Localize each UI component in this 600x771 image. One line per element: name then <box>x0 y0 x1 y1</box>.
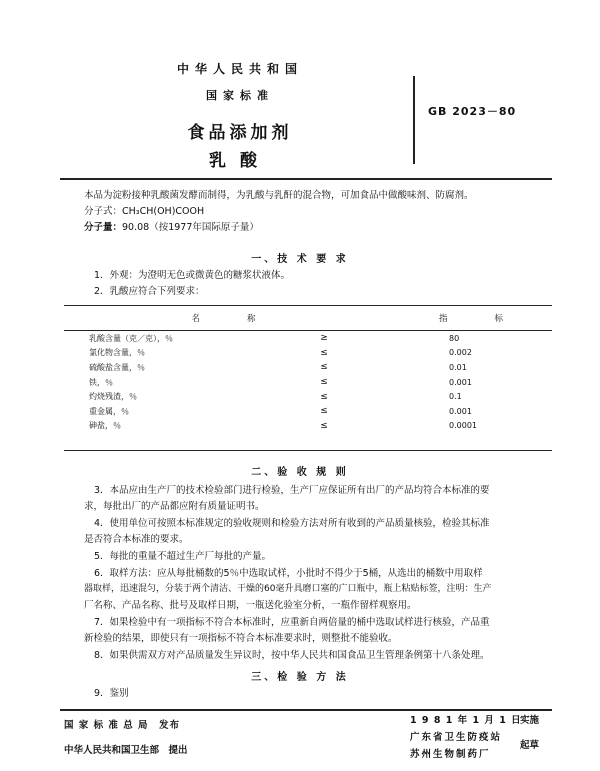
formula: CH₃CH(OH)COOH <box>122 206 205 217</box>
national-standard-label: 国家标准 <box>206 89 274 102</box>
clause-6-line-1: 6．取样方法：应从每批桶数的5％中选取试样，小批时不得少于5桶，从选出的桶数中用取样 <box>94 568 483 579</box>
clause-4-line-2: 是否符合本标准的要求。 <box>84 534 189 545</box>
drafter-2: 苏州生物制药厂 <box>410 749 491 760</box>
spec-operator: ≤ <box>320 406 328 417</box>
clause-8: 8．如果供需双方对产品质量发生异议时，按中华人民共和国食品卫生管理条例第十八条处理。 <box>94 650 490 661</box>
table-bottom-rule <box>64 450 552 451</box>
spec-name: 重金属，％ <box>89 406 129 416</box>
spec-operator: ≤ <box>320 420 328 431</box>
spec-operator: ≤ <box>320 347 328 358</box>
clause-5: 5．每批的重量不超过生产厂每批的产量。 <box>94 551 272 562</box>
header-name: 名 称 <box>64 306 354 331</box>
table-row <box>64 375 552 390</box>
spec-name: 硫酸盐含量，％ <box>89 362 145 372</box>
spec-value: 0.1 <box>449 392 462 402</box>
spec-value: 80 <box>449 333 460 343</box>
clause-4-line-1: 4．使用单位可按照本标准规定的验收规则和检验方法对所有收到的产品质量核验，检验其标准 <box>94 518 490 529</box>
spec-value: 0.0001 <box>449 421 477 431</box>
spec-name: 氯化物含量，％ <box>89 348 145 358</box>
spec-name: 砷盐，％ <box>89 421 121 431</box>
spec-value: 0.001 <box>449 377 472 387</box>
table-row <box>64 346 552 361</box>
document-title: 食品添加剂 <box>187 123 293 143</box>
header-indicator: 指 标 <box>354 306 552 331</box>
header-divider <box>60 178 552 180</box>
table-row <box>64 404 552 419</box>
molecular-weight: 90.08（按1977年国际原子量） <box>122 222 259 233</box>
clause-9: 9．鉴别 <box>94 688 129 699</box>
formula-line <box>84 204 204 219</box>
spec-value: 0.001 <box>449 406 472 416</box>
clause-6-line-3: 厂名称、产品名称、批号及取样日期，一瓶送化验室分析，一瓶作留样观察用。 <box>84 600 417 611</box>
drafter-1: 广东省卫生防疫站 <box>410 732 503 743</box>
spec-name: 乳酸含量（克／克），％ <box>89 333 173 343</box>
requirement-1: 1．外观：为澄明无色或微黄色的糖浆状液体。 <box>94 270 291 281</box>
country-name: 中华人民共和国 <box>176 62 303 76</box>
clause-3-line-1: 3．本品应由生产厂的技术检验部门进行检验，生产厂应保证所有出厂的产品均符合本标准的要 <box>94 485 490 496</box>
draft-label: 起草 <box>520 740 540 751</box>
section-heading-test-methods: 三、检 验 方 法 <box>251 672 349 683</box>
spec-operator: ≤ <box>320 391 328 402</box>
spec-name: 灼烧残渣，％ <box>89 392 137 402</box>
standard-code-box <box>413 76 535 164</box>
molecular-weight-line <box>84 220 259 235</box>
clause-6-line-2: 器取样，迅速混匀，分装于两个清洁、干燥的60毫升具磨口塞的广口瓶中，瓶上粘贴标签，注明：生产 <box>84 584 492 594</box>
specification-table <box>64 305 552 433</box>
spec-operator: ≥ <box>320 333 328 344</box>
clause-3-line-2: 求，每批出厂的产品都应附有质量证明书。 <box>84 501 265 512</box>
intro-description: 本品为淀粉接种乳酸菌发酵而制得，为乳酸与乳酐的混合物，可加食品中做酸味剂、防腐剂。 <box>84 190 474 201</box>
implementation-date: 1 9 8 1 年 1 月 1 日 <box>410 715 522 726</box>
section-heading-acceptance: 二、验 收 规 则 <box>251 467 349 478</box>
spec-operator: ≤ <box>320 362 328 373</box>
proposer: 中华人民共和国卫生部 提出 <box>64 745 188 756</box>
spec-value: 0.01 <box>449 362 467 372</box>
formula-label: 分子式： <box>84 206 123 217</box>
implementation-label: 实施 <box>520 715 540 726</box>
document-subtitle: 乳酸 <box>209 151 271 171</box>
publisher: 国 家 标 准 总 局 发布 <box>64 720 181 731</box>
spec-value: 0.002 <box>449 348 472 358</box>
table-row <box>64 360 552 375</box>
section-heading-technical: 一、技 术 要 求 <box>251 254 349 265</box>
mw-label: 分子量： <box>84 222 123 233</box>
footer-divider <box>60 709 552 711</box>
spec-name: 铁，％ <box>89 377 113 387</box>
table-row <box>64 419 552 434</box>
spec-operator: ≤ <box>320 377 328 388</box>
table-header-row <box>64 306 552 331</box>
table-row <box>64 331 552 346</box>
clause-7-line-2: 新检验的结果，即使只有一项指标不符合本标准要求时，则整批不能验收。 <box>84 633 398 644</box>
standard-code: GB 2023－80 <box>428 105 517 118</box>
requirement-2: 2．乳酸应符合下列要求： <box>94 286 205 297</box>
clause-7-line-1: 7．如果检验中有一项指标不符合本标准时，应重新自两倍量的桶中选取试样进行核验，产品重 <box>94 617 490 628</box>
table-row <box>64 389 552 404</box>
